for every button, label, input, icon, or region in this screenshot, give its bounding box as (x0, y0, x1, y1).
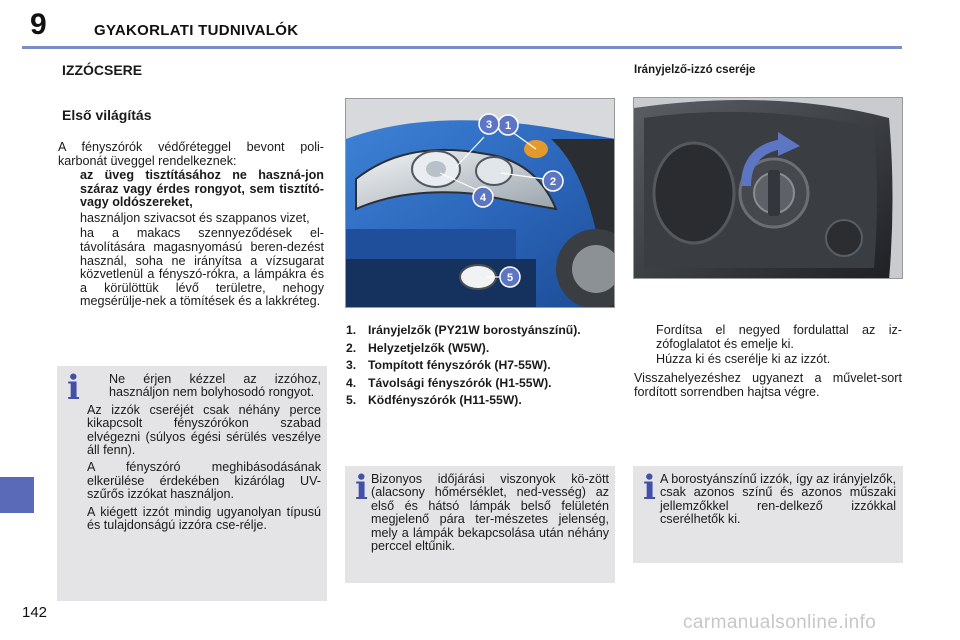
info-icon: i (355, 468, 368, 508)
list-number: 2. (346, 340, 357, 355)
info-box-bulb-handling (57, 366, 327, 601)
page-number: 142 (22, 604, 48, 621)
callout-3 (479, 114, 499, 134)
headlight-diagram (345, 98, 615, 308)
list-number: 1. (346, 323, 357, 337)
watermark: carmanualsonline.info (683, 612, 877, 633)
list-text: Tompított fényszórók (H7-55W). (368, 358, 551, 373)
callout-label: 4 (479, 192, 487, 204)
bullet-text: az üveg tisztításához ne haszná-jon száraz vagy érdes rongyot, sem tisztító- vagy oldószereket, (80, 168, 324, 210)
chapter-side-tab (0, 477, 34, 513)
bulb-list (346, 324, 611, 412)
callout-5 (500, 267, 520, 287)
reassembly-text: Visszahelyezéshez ugyanezt a művelet-sort fordított sorrendben hajtsa végre. (634, 371, 902, 399)
callout-2 (543, 171, 563, 191)
list-item (634, 353, 902, 367)
intro-text: A fényszórók védőréteggel bevont poli-karbonát üveggel rendelkeznek: (58, 140, 324, 168)
list-item (346, 324, 611, 338)
info-box-text: A borostyánszínű izzók, így az irányjelzők, csak azonos színű és azonos műszaki jellemzőkkel ren-delkező izzókkal cserélhetők ki. (660, 472, 896, 527)
info-box-condensation (345, 466, 615, 583)
list-item (346, 359, 611, 373)
care-bullet-list (58, 169, 324, 311)
list-text: Távolsági fényszórók (H1-55W). (368, 375, 552, 390)
info-box-text (87, 373, 321, 536)
info-box-amber-bulbs (633, 466, 903, 563)
bullet-text: Ne érjen kézzel az izzóhoz, használjon nem bolyhosodó rongyot. (109, 372, 321, 400)
list-text: Ködfényszórók (H11-55W). (368, 393, 522, 408)
list-number: 4. (346, 375, 357, 390)
callout-label: 1 (504, 120, 512, 132)
bullet-text: Fordítsa el negyed fordulattal az iz-zófoglalatot és emelje ki. (656, 323, 902, 351)
list-item (58, 212, 324, 226)
list-item (58, 169, 324, 210)
section-title: IZZÓCSERE (62, 62, 143, 78)
info-box-text: Bizonyos időjárási viszonyok kö-zött (alacsony hőmérséklet, ned-vesség) az első és hátsó lámpák belső felületén megjelenő pára ter-mészetes jelenség, mely a lámpák bekapcsolása után néhány perccel eltűnik. (371, 472, 609, 554)
headlight-illustration (346, 99, 615, 308)
header-divider (22, 46, 902, 49)
indicator-steps (634, 324, 902, 369)
list-item (87, 373, 321, 400)
bullet-text: használjon szivacsot és szappanos vizet, (80, 210, 310, 225)
info-icon: i (643, 468, 656, 508)
callout-label: 2 (549, 176, 557, 188)
indicator-bulb-title: Irányjelző-izzó cseréje (634, 64, 756, 76)
list-item (634, 324, 902, 351)
list-number: 3. (346, 358, 357, 373)
list-text: Irányjelzők (PY21W borostyánszínű). (368, 323, 581, 337)
callout-4 (473, 187, 493, 207)
list-item (58, 227, 324, 309)
indicator-illustration (634, 98, 903, 279)
bullet-text: ha a makacs szennyeződések el-távolítására magasnyomású beren-dezést használ, soha ne irányítsa a vízsugarat közvetlenül a fényszó-rókra, a lámpákra és a körülöttük lévő területre, nehogy megsérülje-nek a tömítések és a lakkréteg. (80, 226, 324, 309)
callout-label: 3 (485, 119, 493, 131)
list-text: Helyzetjelzők (W5W). (368, 340, 490, 355)
list-item (346, 342, 611, 356)
list-number: 5. (346, 393, 357, 408)
chapter-title: GYAKORLATI TUDNIVALÓK (94, 22, 299, 39)
info-paragraph: Az izzók cseréjét csak néhány perce kikapcsolt fényszórókon szabad elvégezni (súlyos égési sérülés veszélye áll fenn). (87, 402, 321, 458)
info-icon: i (67, 368, 80, 408)
list-item (346, 394, 611, 408)
info-paragraph: A fényszóró meghibásodásának elkerülése érdekében kizárólag UV-szűrős izzókat használjon. (87, 460, 321, 502)
callout-label: 5 (506, 272, 514, 284)
chapter-number: 9 (30, 8, 47, 41)
subsection-title: Első világítás (62, 107, 152, 123)
list-item (346, 377, 611, 391)
callout-1 (498, 115, 518, 135)
indicator-bulb-photo (633, 97, 903, 279)
info-paragraph: A kiégett izzót mindig ugyanolyan típusú és tulajdonságú izzóra cse-rélje. (87, 504, 321, 533)
bullet-text: Húzza ki és cserélje ki az izzót. (656, 352, 831, 367)
